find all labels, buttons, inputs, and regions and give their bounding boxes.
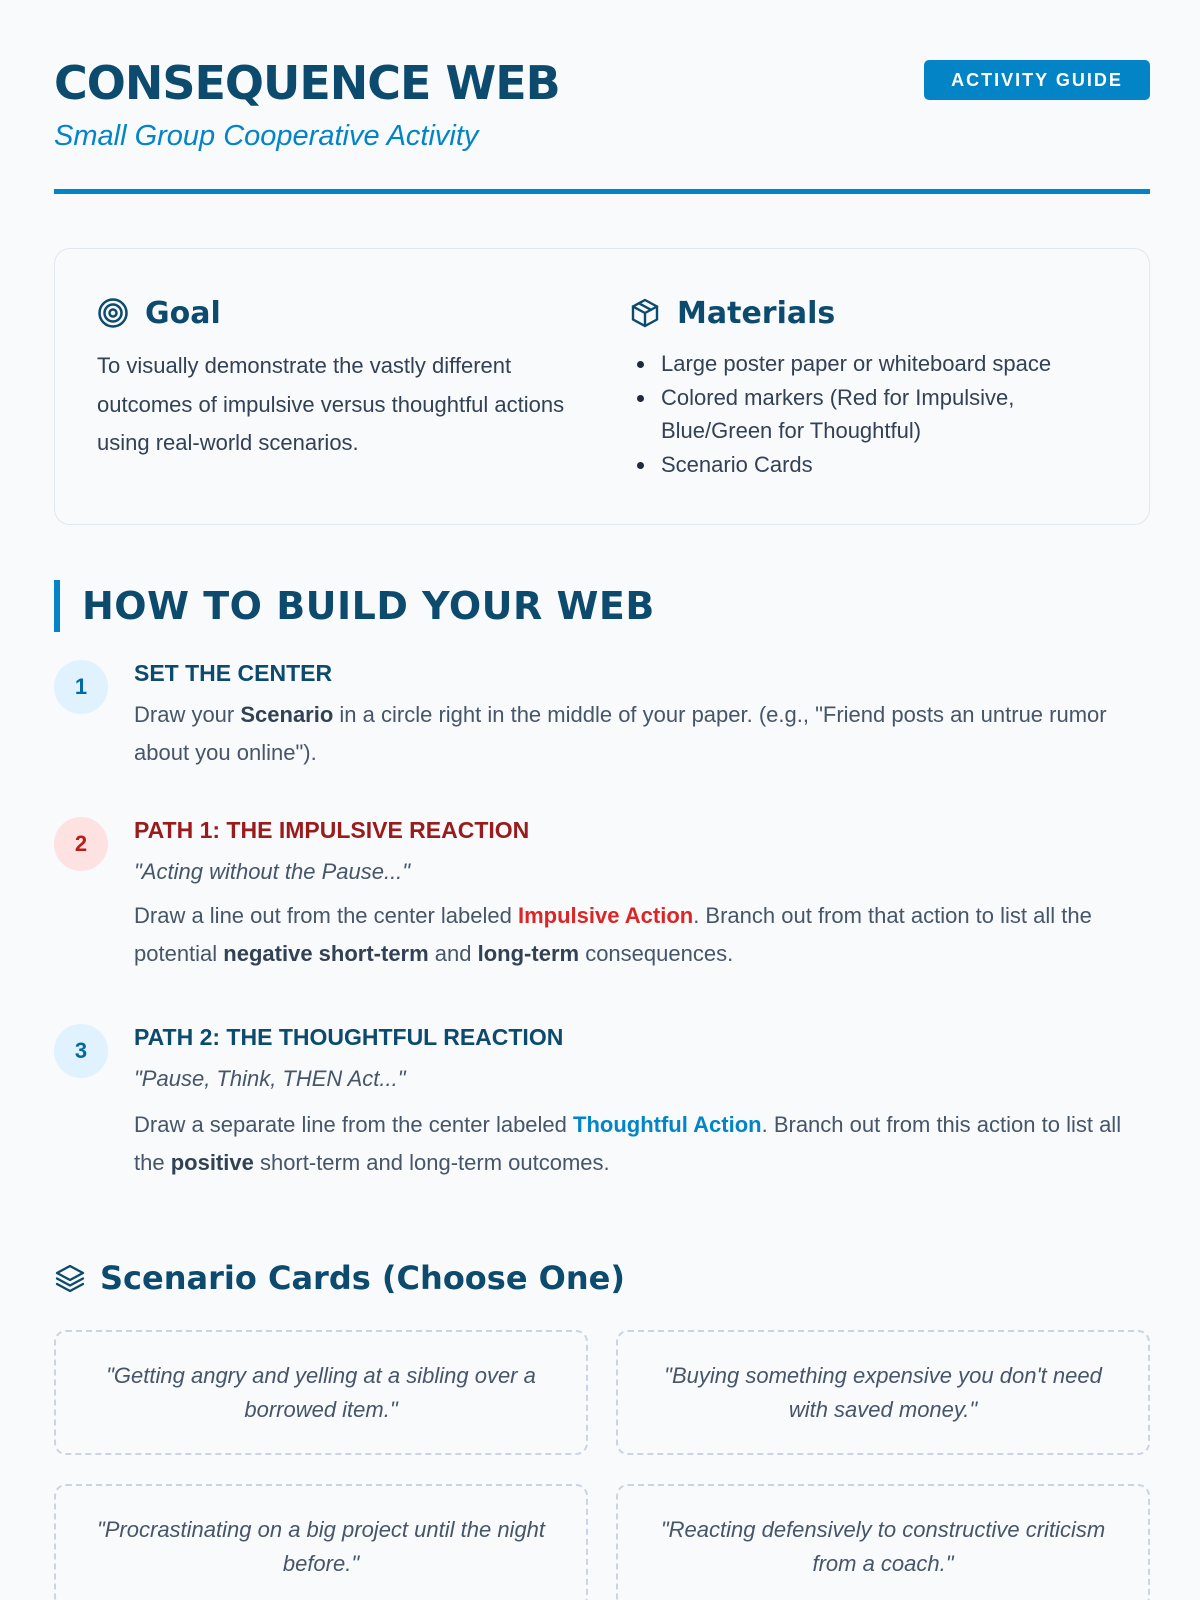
goal-heading: Goal	[145, 295, 221, 331]
goal-section	[97, 293, 567, 463]
step-quote: "Pause, Think, THEN Act..."	[134, 1066, 406, 1091]
activity-guide-page	[54, 0, 1150, 1600]
materials-item: Colored markers (Red for Impulsive, Blue/Green for Thoughtful)	[629, 381, 1129, 448]
materials-section	[629, 293, 1129, 481]
impulsive-action-keyword: Impulsive Action	[517, 903, 694, 928]
page-title: CONSEQUENCE WEB	[54, 56, 560, 110]
step-number-badge: 3	[54, 1024, 108, 1078]
step-number-badge: 2	[54, 817, 108, 871]
scenario-card[interactable]: "Buying something expensive you don't need with saved money."	[616, 1330, 1150, 1455]
box-icon	[629, 297, 661, 329]
steps-heading-text: HOW TO BUILD YOUR WEB	[82, 584, 655, 628]
step-description: Draw a separate line from the center labeled Thoughtful Action. Branch out from this action to list all the positive short-term and long-term outcomes.	[134, 1112, 1122, 1175]
layers-icon	[54, 1262, 86, 1294]
activity-guide-badge: ACTIVITY GUIDE	[924, 60, 1150, 100]
scenario-card[interactable]: "Procrastinating on a big project until the night before."	[54, 1484, 588, 1600]
step-title: PATH 2: THE THOUGHTFUL REACTION	[134, 1024, 564, 1050]
step-description: Draw your Scenario in a circle right in the middle of your paper. (e.g., "Friend posts an untrue rumor about you online").	[134, 702, 1107, 765]
step-description: Draw a line out from the center labeled Impulsive Action. Branch out from that action to list all the potential negative short-term and long-term consequences.	[134, 903, 1092, 966]
page-header	[54, 50, 1150, 194]
step-quote: "Acting without the Pause..."	[134, 859, 411, 884]
steps-section-heading	[54, 580, 655, 632]
step-number-badge: 1	[54, 660, 108, 714]
thoughtful-action-keyword: Thoughtful Action	[573, 1112, 762, 1137]
scenario-card[interactable]: "Reacting defensively to constructive criticism from a coach."	[616, 1484, 1150, 1600]
materials-list	[629, 347, 1129, 481]
step-title: PATH 1: THE IMPULSIVE REACTION	[134, 817, 530, 843]
goal-materials-card	[54, 248, 1150, 525]
materials-item: Scenario Cards	[629, 448, 1129, 482]
goal-text: To visually demonstrate the vastly different outcomes of impulsive versus thoughtful actions using real-world scenarios.	[97, 353, 565, 455]
target-icon	[97, 297, 129, 329]
scenario-cards-heading	[54, 1256, 625, 1300]
materials-item: Large poster paper or whiteboard space	[629, 347, 1129, 381]
scenario-card[interactable]: "Getting angry and yelling at a sibling over a borrowed item."	[54, 1330, 588, 1455]
page-subtitle: Small Group Cooperative Activity	[54, 120, 479, 152]
materials-heading: Materials	[677, 295, 836, 331]
scenario-cards-heading-text: Scenario Cards (Choose One)	[100, 1259, 625, 1297]
step-title: SET THE CENTER	[134, 660, 333, 686]
